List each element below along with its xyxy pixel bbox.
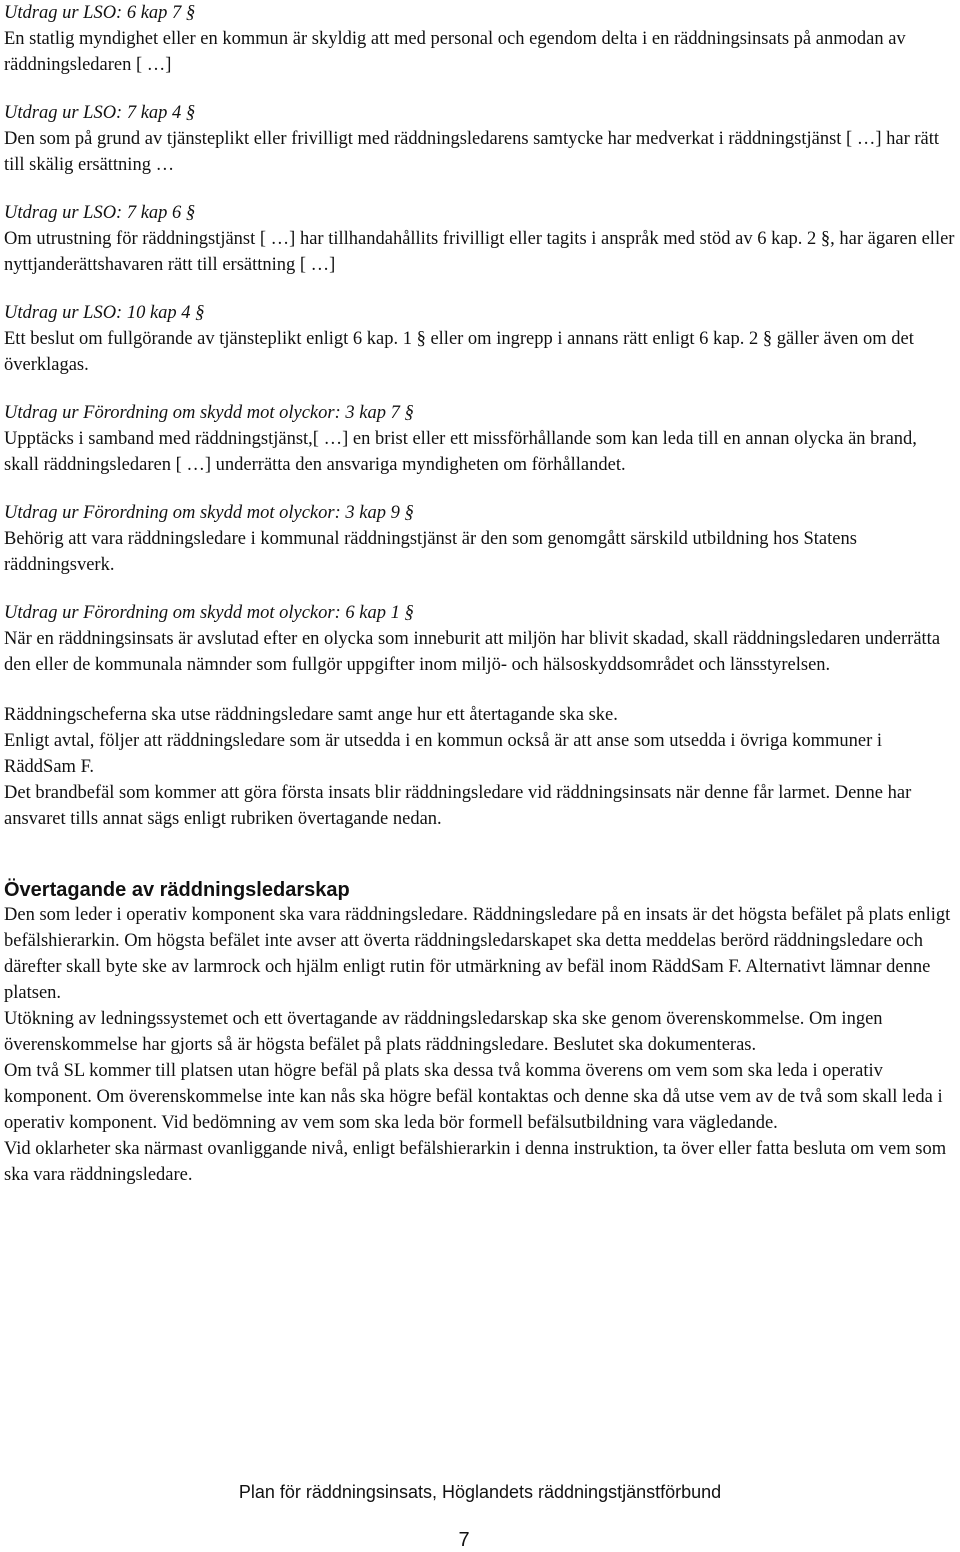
excerpt-fso-3-9: [4, 500, 956, 578]
excerpt-lso-7-6: [4, 200, 956, 278]
excerpt-text: Den som på grund av tjänsteplikt eller frivilligt med räddningsledarens samtycke har medverkat i räddningstjänst [ …] har rätt till skälig ersättning …: [4, 129, 940, 175]
section-paragraph: Den som leder i operativ komponent ska vara räddningsledare. Räddningsledare på en insats är det högsta befälet på plats enligt befälshierarkin. Om högsta befälet inte avser att överta räddningsledarskapet ska detta meddelas berörd räddningsledare och därefter skall byte ske av larmrock och hjälm enligt rutin för utmärkning av befäl inom RäddSam F. Alternativt lämnar denne platsen.: [4, 905, 951, 1003]
excerpt-text: Behörig att vara räddningsledare i kommunal räddningstjänst är den som genomgått särskild utbildning hos Statens räddningsverk.: [4, 529, 857, 575]
excerpt-reference: Utdrag ur LSO: 7 kap 6 §: [4, 203, 196, 223]
excerpt-lso-6-7: [4, 0, 956, 78]
rule-paragraph: Räddningscheferna ska utse räddningsledare samt ange hur ett återtagande ska ske.: [4, 705, 618, 725]
excerpt-reference: Utdrag ur LSO: 7 kap 4 §: [4, 103, 196, 123]
excerpt-text: Ett beslut om fullgörande av tjänsteplikt enligt 6 kap. 1 § eller om ingrepp i annans rätt enligt 6 kap. 2 § gäller även om det överklagas.: [4, 329, 914, 375]
excerpt-text: En statlig myndighet eller en kommun är skyldig att med personal och egendom delta i en räddningsinsats på anmodan av räddningsledaren [ …]: [4, 29, 906, 75]
excerpt-text: När en räddningsinsats är avslutad efter en olycka som inneburit att miljön har blivit skadad, skall räddningsledaren underrätta den eller de kommunala nämnder som fullgör uppgifter inom miljö- och hälsoskyddsområdet och länsstyrelsen.: [4, 629, 941, 675]
excerpt-reference: Utdrag ur LSO: 10 kap 4 §: [4, 303, 205, 323]
page-footer: Plan för räddningsinsats, Höglandets räddningstjänstförbund: [238, 1482, 722, 1502]
section-heading: Övertagande av räddningsledarskap: [4, 879, 350, 901]
excerpt-text: Om utrustning för räddningstjänst [ …] har tillhandahållits frivilligt eller tagits i anspråk med stöd av 6 kap. 2 §, har ägaren eller nyttjanderättshavaren rätt till ersättning [ …]: [4, 229, 955, 275]
section-paragraph: Vid oklarheter ska närmast ovanliggande nivå, enligt befälshierarkin i denna instruktion, ta över eller fatta besluta om vem som ska vara räddningsledare.: [4, 1139, 947, 1185]
excerpt-reference: Utdrag ur Förordning om skydd mot olyckor: 3 kap 9 §: [4, 503, 414, 523]
section-paragraph: Om två SL kommer till platsen utan högre befäl på plats ska dessa två komma överens om vem som ska leda i operativ komponent. Om överenskommelse inte kan nås ska högre befäl kontaktas och denne ska då utse vem av de två som skall leda i operativ komponent. Vid bedömning av vem som ska leda bör formell befälsutbildning vara vägledande.: [4, 1061, 943, 1133]
rule-paragraph: Enligt avtal, följer att räddningsledare som är utsedda i en kommun också är att anse som utsedda i övriga kommuner i RäddSam F.: [4, 731, 883, 777]
excerpt-fso-6-1: [4, 600, 956, 678]
page-number: 7: [458, 1529, 470, 1551]
excerpt-lso-7-4: [4, 100, 956, 178]
excerpt-reference: Utdrag ur LSO: 6 kap 7 §: [4, 3, 196, 23]
section-paragraph: Utökning av ledningssystemet och ett övertagande av räddningsledarskap ska ske genom överenskommelse. Om ingen överenskommelse har gjorts så är högsta befälet på plats räddningsledare. Beslutet ska dokumenteras.: [4, 1009, 883, 1055]
document-page: [4, 0, 956, 1188]
excerpt-reference: Utdrag ur Förordning om skydd mot olyckor: 3 kap 7 §: [4, 403, 414, 423]
section-overtagande: [4, 876, 956, 1188]
excerpt-reference: Utdrag ur Förordning om skydd mot olyckor: 6 kap 1 §: [4, 603, 414, 623]
rules-block: [4, 702, 956, 832]
excerpt-lso-10-4: [4, 300, 956, 378]
excerpt-fso-3-7: [4, 400, 956, 478]
excerpt-text: Upptäcks i samband med räddningstjänst,[ …] en brist eller ett missförhållande som kan leda till en annan olycka än brand, skall räddningsledaren [ …] underrätta den ansvariga myndigheten om förhållandet.: [4, 429, 917, 475]
rule-paragraph: Det brandbefäl som kommer att göra första insats blir räddningsledare vid räddningsinsats när denne får larmet. Denne har ansvaret tills annat sägs enligt rubriken övertagande nedan.: [4, 783, 912, 829]
